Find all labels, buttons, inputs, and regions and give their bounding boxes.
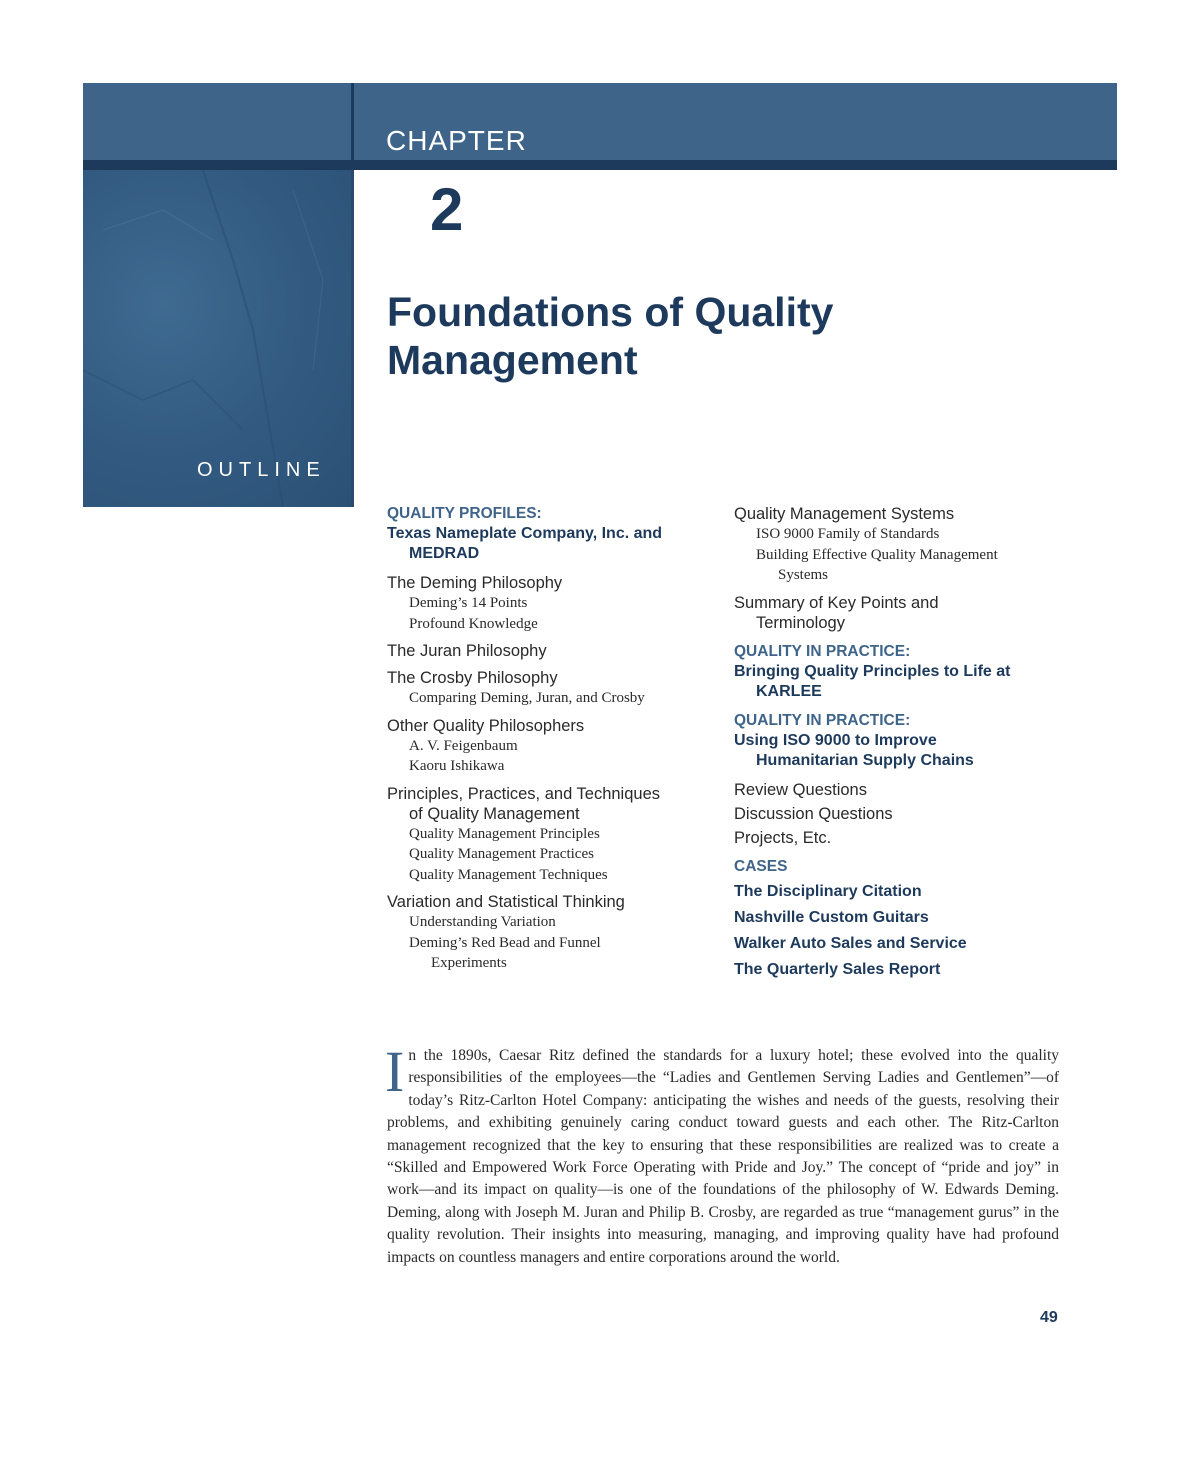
- outline-item-principles: [387, 784, 707, 824]
- intro-text: n the 1890s, Caesar Ritz defined the standards for a luxury hotel; these evolved into the quality responsibilities of the employees—the “Ladies and Gentlemen Serving Ladies and Gentlemen”—of today’s Ritz-Carlton Hotel Company: anticipating the wishes and needs of the guests, resolving their problems, and exhibiting genuinely caring conduct toward guests and each other. The Ritz-Carlton management recognized that the key to ensuring that these responsibilities are realized was to create a “Skilled and Empowered Work Force Operating with Pride and Joy.” The concept of “pride and joy” in work—and its impact on quality—is one of the foundations of the philosophy of W. Edwards Deming. Deming, along with Joseph M. Juran and Philip B. Crosby, are regarded as true “management gurus” in the quality revolution. Their insights into measuring, managing, and improving quality have had profound impacts on countless managers and entire corporations around the world.: [387, 1047, 1059, 1266]
- chapter-title-line2: Management: [387, 337, 638, 383]
- outline-item-principles-line2: of Quality Management: [409, 804, 580, 823]
- outline-item-summary-line2: Terminology: [756, 613, 845, 632]
- outline-item-variation: Variation and Statistical Thinking: [387, 893, 625, 911]
- intro-paragraph: [385, 1039, 1059, 1269]
- quality-in-practice-label-2: QUALITY IN PRACTICE:: [734, 711, 911, 729]
- outline-sub-deming-14-points: Deming’s 14 Points: [409, 595, 528, 611]
- outline-column-left: [387, 504, 707, 974]
- outline-label: OUTLINE: [197, 459, 326, 481]
- quality-in-practice-title-1: [734, 662, 1064, 702]
- outline-item-summary-line1: Summary of Key Points and: [734, 593, 939, 612]
- panel-edge: [351, 170, 354, 507]
- outline-item-review-questions: Review Questions: [734, 780, 867, 799]
- quality-profiles-title-line2: MEDRAD: [409, 545, 480, 562]
- outline-sub-building-qms: [734, 545, 1064, 586]
- drop-cap: I: [385, 1039, 405, 1104]
- outline-item-summary: [734, 593, 1064, 633]
- outline-column-right: [734, 504, 1064, 983]
- outline-item-projects: Projects, Etc.: [734, 828, 832, 847]
- header-divider: [351, 83, 354, 170]
- page-number: 49: [1040, 1309, 1058, 1326]
- outline-sub-qm-principles: Quality Management Principles: [409, 825, 600, 842]
- outline-sub-feigenbaum: A. V. Feigenbaum: [409, 737, 518, 754]
- outline-item-deming: The Deming Philosophy: [387, 574, 563, 592]
- chapter-header-band: [83, 83, 1117, 160]
- chapter-number: 2: [430, 176, 464, 243]
- outline-sub-building-qms-line2: Systems: [778, 567, 829, 583]
- qip1-title-line2: KARLEE: [756, 682, 822, 700]
- chapter-title-line1: Foundations of Quality: [387, 289, 834, 335]
- outline-sub-red-bead-line1: Deming’s Red Bead and Funnel: [409, 934, 601, 951]
- outline-item-qms: Quality Management Systems: [734, 505, 955, 523]
- outline-item-principles-line1: Principles, Practices, and Techniques: [387, 784, 661, 803]
- stone-texture-graphic: [83, 170, 353, 507]
- outline-panel-texture: [83, 170, 353, 507]
- outline-sub-red-bead-line2: Experiments: [431, 955, 507, 971]
- outline-item-discussion-questions: Discussion Questions: [734, 804, 893, 823]
- outline-sub-qm-practices: Quality Management Practices: [409, 846, 594, 862]
- quality-profiles-label: QUALITY PROFILES:: [387, 505, 542, 522]
- case-item: Walker Auto Sales and Service: [734, 934, 967, 952]
- outline-sub-qm-techniques: Quality Management Techniques: [409, 866, 608, 883]
- outline-sub-understanding-variation: Understanding Variation: [409, 914, 556, 930]
- chapter-title: [387, 288, 1087, 384]
- outline-item-juran: The Juran Philosophy: [387, 642, 547, 660]
- outline-item-crosby: The Crosby Philosophy: [387, 669, 558, 687]
- quality-in-practice-label-1: QUALITY IN PRACTICE:: [734, 642, 911, 660]
- outline-sub-red-bead: [387, 933, 707, 974]
- cases-label: CASES: [734, 857, 788, 875]
- outline-sub-comparing: Comparing Deming, Juran, and Crosby: [409, 690, 645, 706]
- outline-sub-iso-9000: ISO 9000 Family of Standards: [756, 526, 940, 542]
- case-item: The Disciplinary Citation: [734, 882, 922, 900]
- outline-item-other-philosophers: Other Quality Philosophers: [387, 716, 585, 735]
- outline-sub-profound-knowledge: Profound Knowledge: [409, 615, 538, 632]
- quality-in-practice-title-2: [734, 731, 1064, 771]
- case-item: Nashville Custom Guitars: [734, 908, 929, 926]
- qip2-title-line2: Humanitarian Supply Chains: [756, 751, 974, 769]
- outline-sub-building-qms-line1: Building Effective Quality Management: [756, 546, 998, 563]
- quality-profiles-title: [387, 524, 707, 564]
- chapter-label: CHAPTER: [386, 125, 527, 156]
- qip2-title-line1: Using ISO 9000 to Improve: [734, 731, 937, 749]
- quality-profiles-title-line1: Texas Nameplate Company, Inc. and: [387, 525, 663, 542]
- header-rule: [83, 160, 1117, 170]
- case-item: The Quarterly Sales Report: [734, 960, 941, 978]
- qip1-title-line1: Bringing Quality Principles to Life at: [734, 662, 1011, 680]
- outline-sub-ishikawa: Kaoru Ishikawa: [409, 758, 505, 774]
